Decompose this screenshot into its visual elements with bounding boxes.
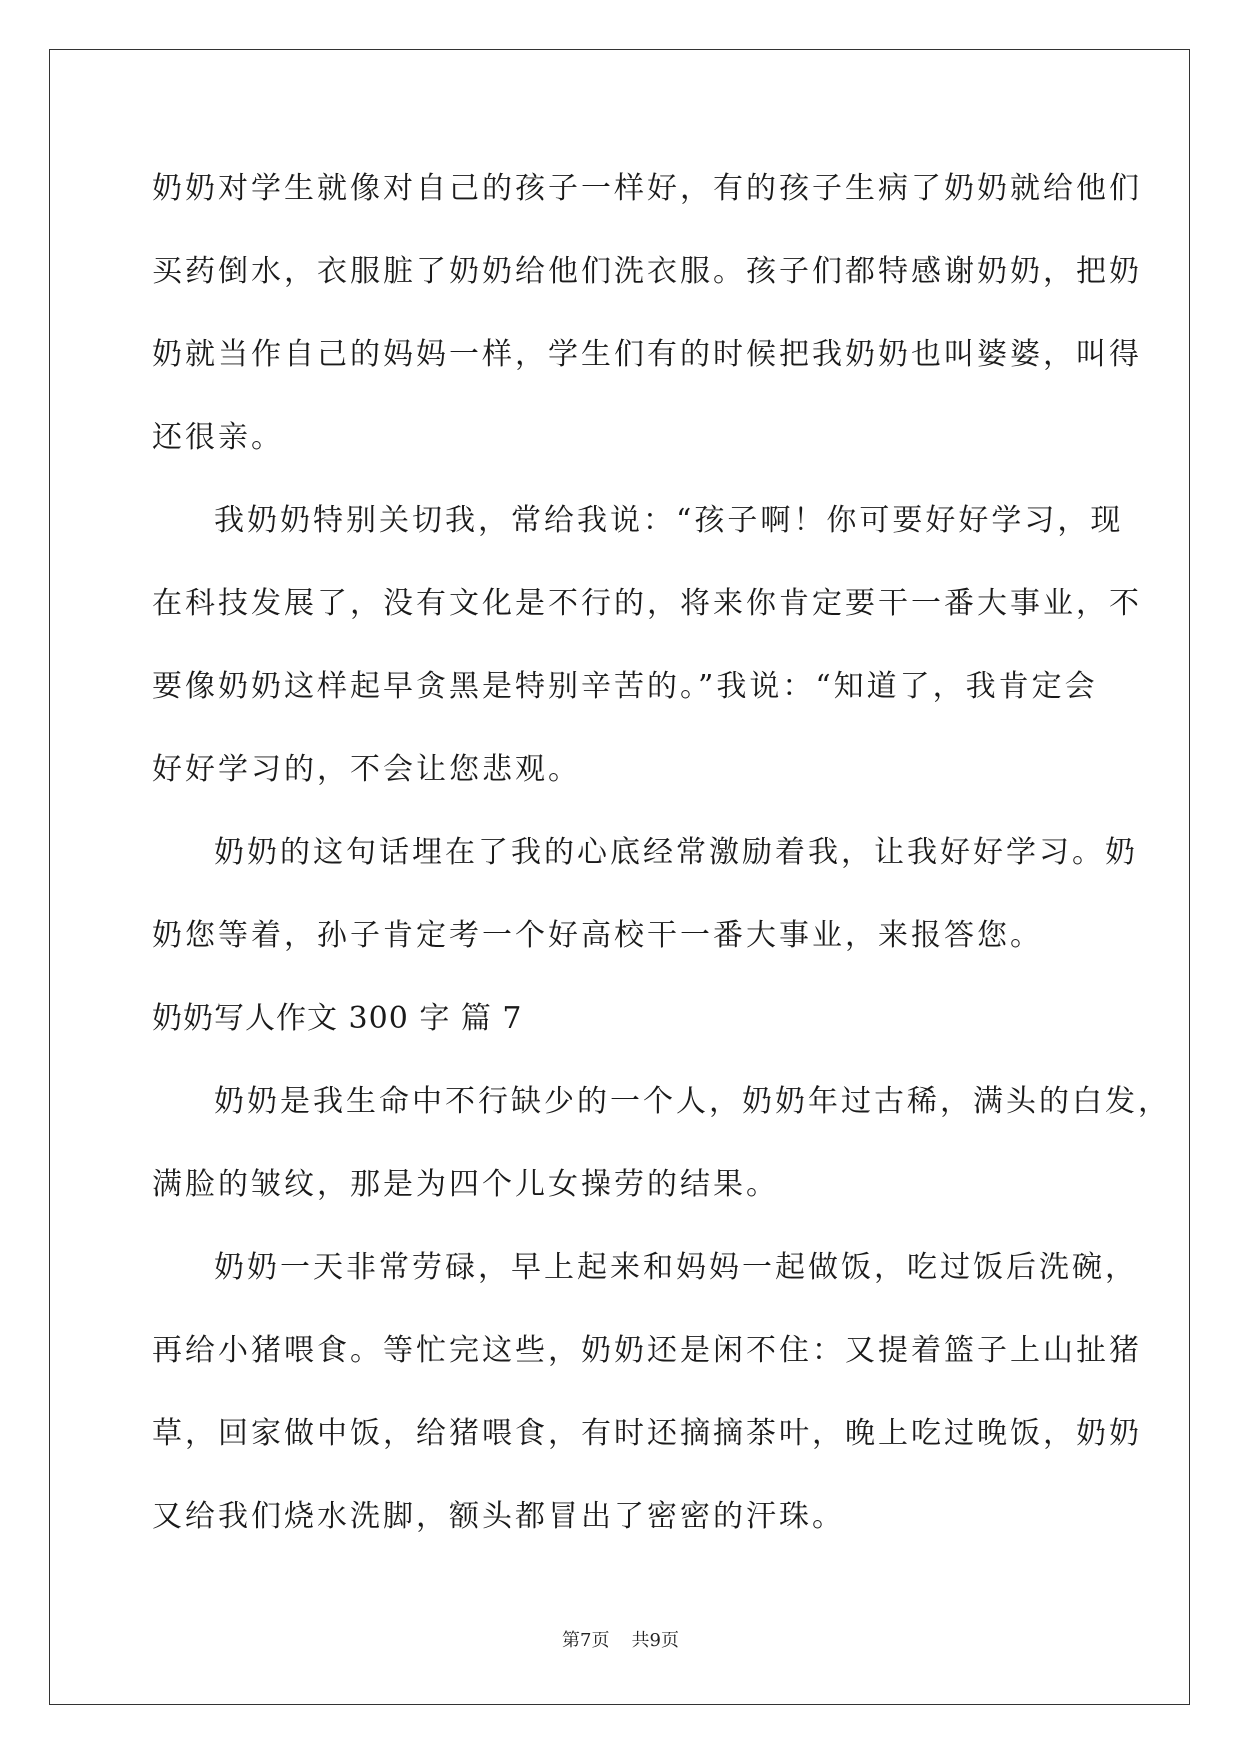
text-line: 草，回家做中饭，给猪喂食，有时还摘摘茶叶，晚上吃过晚饭，奶奶 <box>152 1416 1142 1451</box>
text-line: 奶就当作自己的妈妈一样，学生们有的时候把我奶奶也叫婆婆，叫得 <box>152 337 1142 372</box>
text-line: 要像奶奶这样起早贪黑是特别辛苦的。”我说：“知道了，我肯定会 <box>152 669 1098 704</box>
page-count: 共9页 <box>631 1630 679 1651</box>
text-line: 好好学习的，不会让您悲观。 <box>152 752 581 787</box>
text-line: 还很亲。 <box>152 420 284 455</box>
text-line: 再给小猪喂食。等忙完这些，奶奶还是闲不住：又提着篮子上山扯猪 <box>152 1333 1142 1368</box>
page-footer <box>0 1626 1241 1652</box>
text-line: 买药倒水，衣服脏了奶奶给他们洗衣服。孩子们都特感谢奶奶，把奶 <box>152 254 1142 289</box>
page-number: 第7页 <box>562 1630 610 1651</box>
text-line: 又给我们烧水洗脚，额头都冒出了密密的汗珠。 <box>152 1499 845 1534</box>
text-line: 奶您等着，孙子肯定考一个好高校干一番大事业，来报答您。 <box>152 918 1043 953</box>
paragraph-start-line: 奶奶是我生命中不行缺少的一个人，奶奶年过古稀，满头的白发， <box>214 1084 1171 1119</box>
document-body <box>152 147 1171 1558</box>
text-line: 满脸的皱纹，那是为四个儿女操劳的结果。 <box>152 1167 779 1202</box>
paragraph-start-line: 奶奶的这句话埋在了我的心底经常激励着我，让我好好学习。奶 <box>214 835 1138 870</box>
text-line: 奶奶对学生就像对自己的孩子一样好，有的孩子生病了奶奶就给他们 <box>152 171 1142 206</box>
paragraph-start-line: 我奶奶特别关切我，常给我说：“孩子啊！你可要好好学习，现 <box>214 503 1124 538</box>
text-line: 在科技发展了，没有文化是不行的，将来你肯定要干一番大事业，不 <box>152 586 1142 621</box>
section-heading: 奶奶写人作文 300 字 篇 7 <box>152 1001 523 1036</box>
paragraph-start-line: 奶奶一天非常劳碌，早上起来和妈妈一起做饭，吃过饭后洗碗， <box>214 1250 1138 1285</box>
